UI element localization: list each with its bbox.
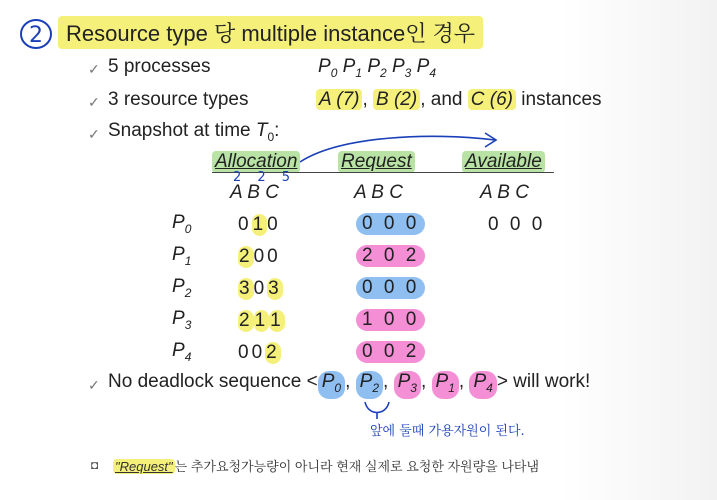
allocation-cell: 2 1 1 (239, 310, 284, 331)
subheader-available: A B C (480, 182, 529, 203)
process-list: $P_0$ $P_1$ $P_2$ $P_3$ $P_4$ (318, 56, 436, 80)
resource-c: C (6) (468, 89, 516, 110)
subheader-request: A B C (354, 182, 403, 203)
footnote-keyword: "Request" (115, 459, 173, 474)
available-cell: 0 0 0 (488, 214, 546, 235)
slide-title: Resource type 당 multiple instance인 경우 (58, 16, 483, 49)
resource-label: 3 resource types (108, 89, 249, 110)
allocation-cell: 002 (238, 342, 280, 363)
note-icon: ◘ (91, 458, 99, 472)
request-cell: 1 0 0 (356, 309, 425, 331)
handwritten-totals: 2 2 5 (233, 170, 297, 185)
request-cell: 2 0 2 (356, 245, 425, 267)
request-cell: 0 0 2 (356, 341, 425, 363)
process-label: $P_1$ (172, 244, 192, 268)
allocation-cell: 200 (239, 246, 281, 267)
circled-number-text: 2 (29, 23, 43, 48)
check-icon: ✓ (88, 94, 100, 110)
process-label: $P_2$ (172, 276, 192, 300)
handwritten-note: 앞에 둘때 가용자원이 된다. (370, 424, 525, 439)
request-cell: 0 0 0 (356, 213, 425, 235)
header-allocation: Allocation (212, 151, 300, 173)
process-label: $P_0$ (172, 212, 192, 236)
allocation-cell: 303 (239, 278, 282, 299)
resource-b: B (2) (373, 89, 420, 110)
circled-number-icon (16, 16, 56, 52)
check-icon: ✓ (88, 61, 100, 77)
snapshot-label: Snapshot at time $T_0$: (108, 120, 280, 144)
check-icon: ✓ (88, 126, 100, 142)
request-cell: 0 0 0 (356, 277, 425, 299)
check-icon: ✓ (88, 377, 100, 393)
resource-a: A (7) (316, 89, 362, 110)
footnote (113, 456, 539, 475)
header-available: Available (462, 151, 545, 173)
header-request: Request (338, 151, 415, 173)
process-label: $P_3$ (172, 308, 192, 332)
footnote-text: 는 추가요청가능량이 아니라 현재 실제로 요청한 자원량을 나타냄 (174, 459, 540, 474)
subheader-allocation: A B C (230, 182, 279, 203)
resource-list: A (7) , B (2) , and C (6) instances (316, 89, 602, 111)
brace-annotation-icon (362, 398, 392, 420)
allocation-cell: 010 (238, 214, 281, 235)
process-label: $P_4$ (172, 340, 192, 364)
processes-label: 5 processes (108, 56, 211, 77)
deadlock-line: No deadlock sequence < $P_0$ , $P_2$ , $P_3$ , $P_1$ , $P_4$ > will work! (108, 371, 590, 399)
